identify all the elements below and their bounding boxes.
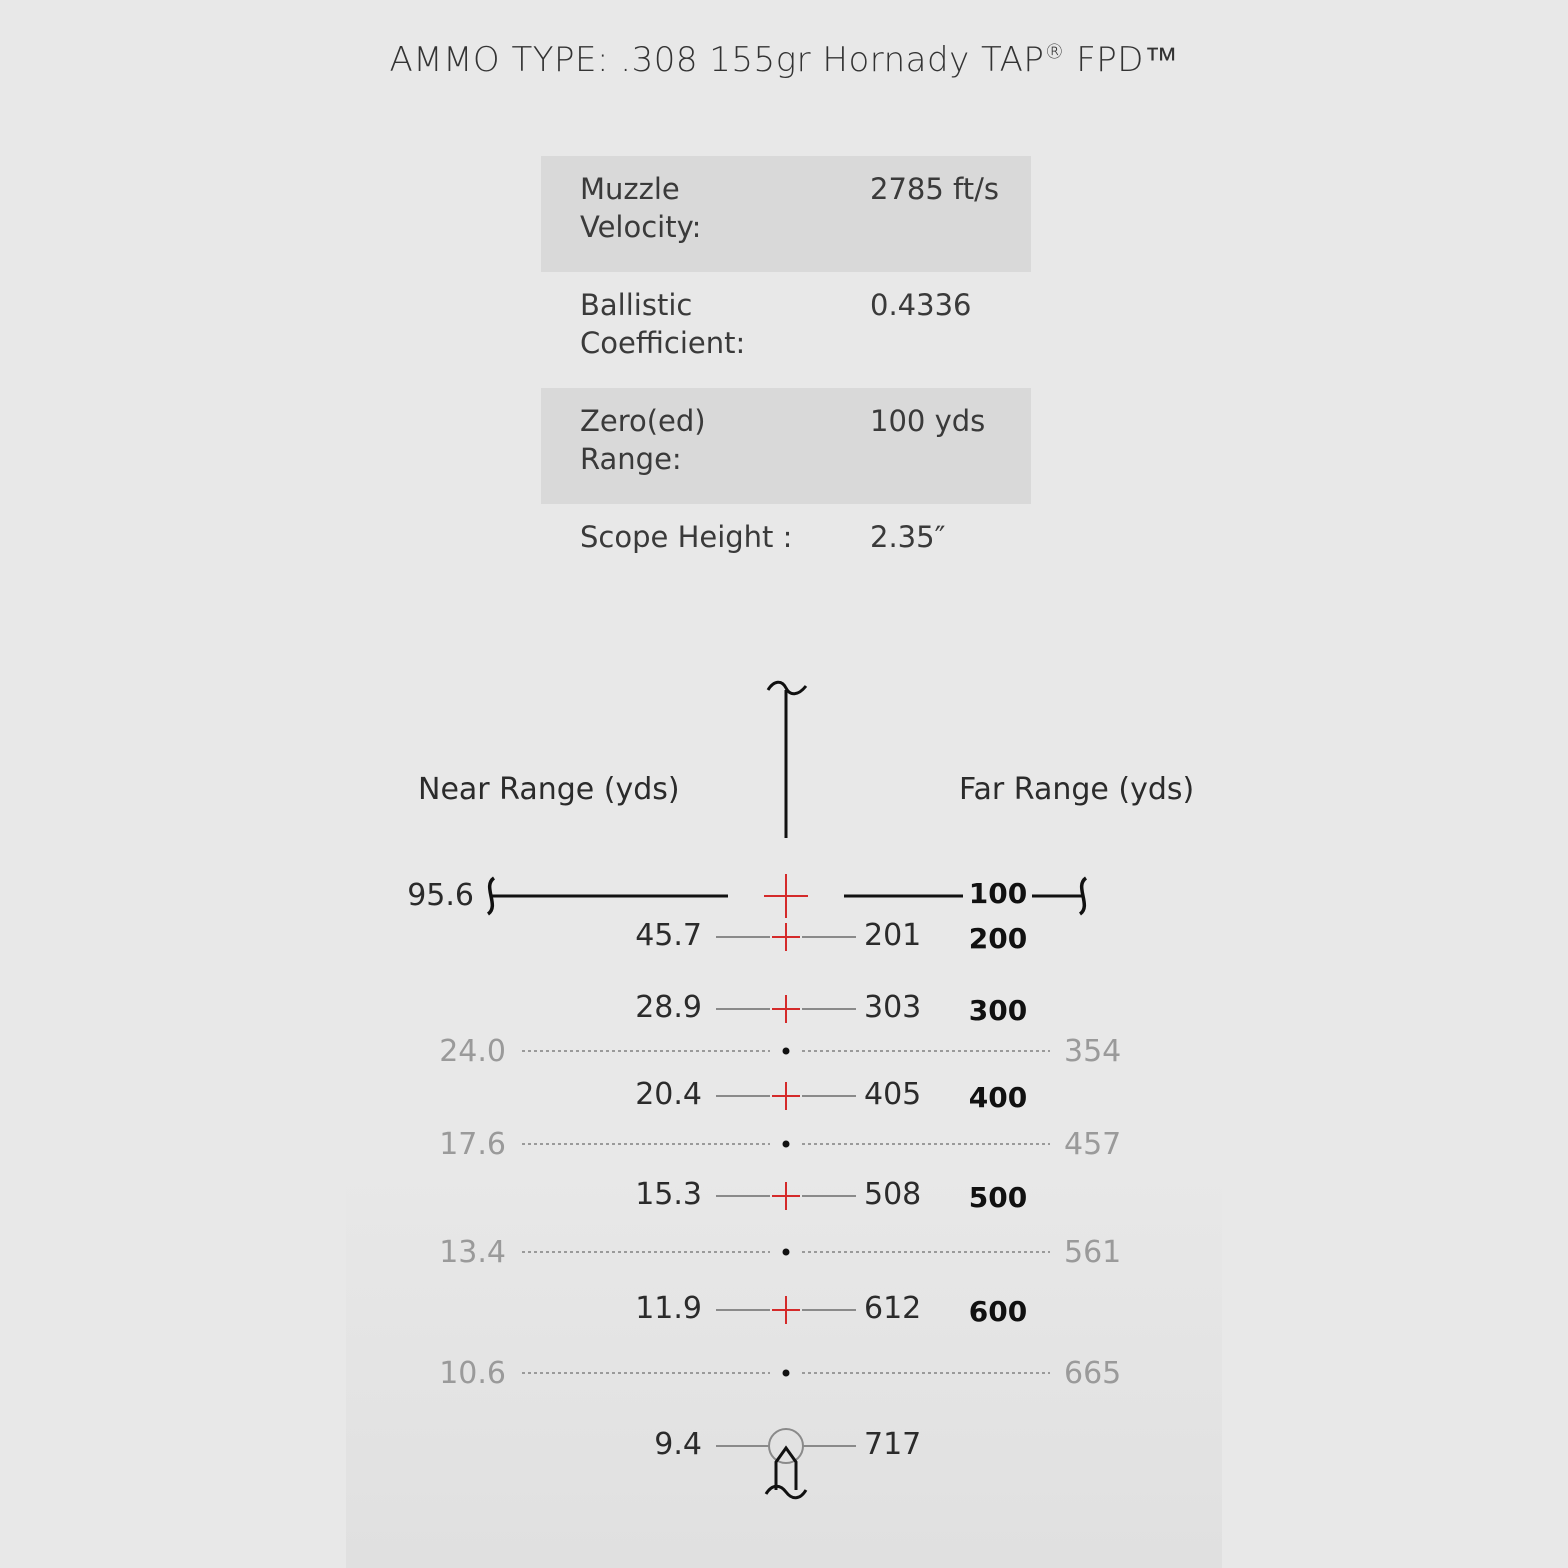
spec-value: 0.4336	[870, 288, 972, 322]
spec-value: 2.35″	[870, 520, 946, 554]
near-value: 20.4	[635, 1077, 702, 1112]
spec-value: 100 yds	[870, 404, 986, 438]
near-value: 13.4	[439, 1235, 506, 1270]
top-post-cap	[768, 682, 806, 694]
center-dot	[783, 1048, 790, 1055]
near-value: 9.4	[654, 1427, 702, 1462]
center-dot	[783, 1370, 790, 1377]
near-value: 17.6	[439, 1127, 506, 1162]
far-value: 561	[1064, 1235, 1122, 1270]
range-mark: 200	[968, 922, 1028, 955]
range-mark-100: 100	[968, 877, 1028, 910]
far-range-label: Far Range (yds)	[959, 772, 1195, 807]
range-mark: 600	[968, 1295, 1028, 1328]
range-mark: 400	[968, 1081, 1028, 1114]
far-value: 717	[864, 1427, 922, 1462]
reticle-rows	[439, 918, 1121, 1463]
far-value: 665	[1064, 1356, 1122, 1391]
spec-label: Zero(ed) Range:	[580, 404, 706, 476]
near-range-label: Near Range (yds)	[418, 772, 680, 807]
title-text: AMMO TYPE: .308 155gr Hornady TAP	[389, 40, 1045, 80]
near-value: 45.7	[635, 918, 702, 953]
far-value: 354	[1064, 1034, 1122, 1069]
far-value: 303	[864, 990, 922, 1025]
spec-value: 2785 ft/s	[870, 172, 999, 206]
center-dot	[783, 1141, 790, 1148]
far-value: 508	[864, 1177, 922, 1212]
registered-mark: ®	[1044, 39, 1065, 64]
bottom-post-base	[766, 1486, 806, 1498]
near-value-top: 95.6	[407, 878, 474, 913]
near-value: 15.3	[635, 1177, 702, 1212]
range-mark: 500	[968, 1181, 1028, 1214]
near-value: 28.9	[635, 990, 702, 1025]
near-value: 10.6	[439, 1356, 506, 1391]
spec-label: Ballistic Coefficient:	[580, 288, 746, 360]
bottom-post	[776, 1448, 796, 1490]
range-mark: 300	[968, 994, 1028, 1027]
center-dot	[783, 1249, 790, 1256]
far-value: 612	[864, 1291, 922, 1326]
spec-label: Scope Height :	[580, 520, 793, 554]
near-value: 11.9	[635, 1291, 702, 1326]
far-value: 457	[1064, 1127, 1122, 1162]
far-value: 201	[864, 918, 922, 953]
title-suffix: FPD™	[1064, 40, 1179, 80]
near-value: 24.0	[439, 1034, 506, 1069]
far-value: 405	[864, 1077, 922, 1112]
spec-label: Muzzle Velocity:	[580, 172, 702, 244]
